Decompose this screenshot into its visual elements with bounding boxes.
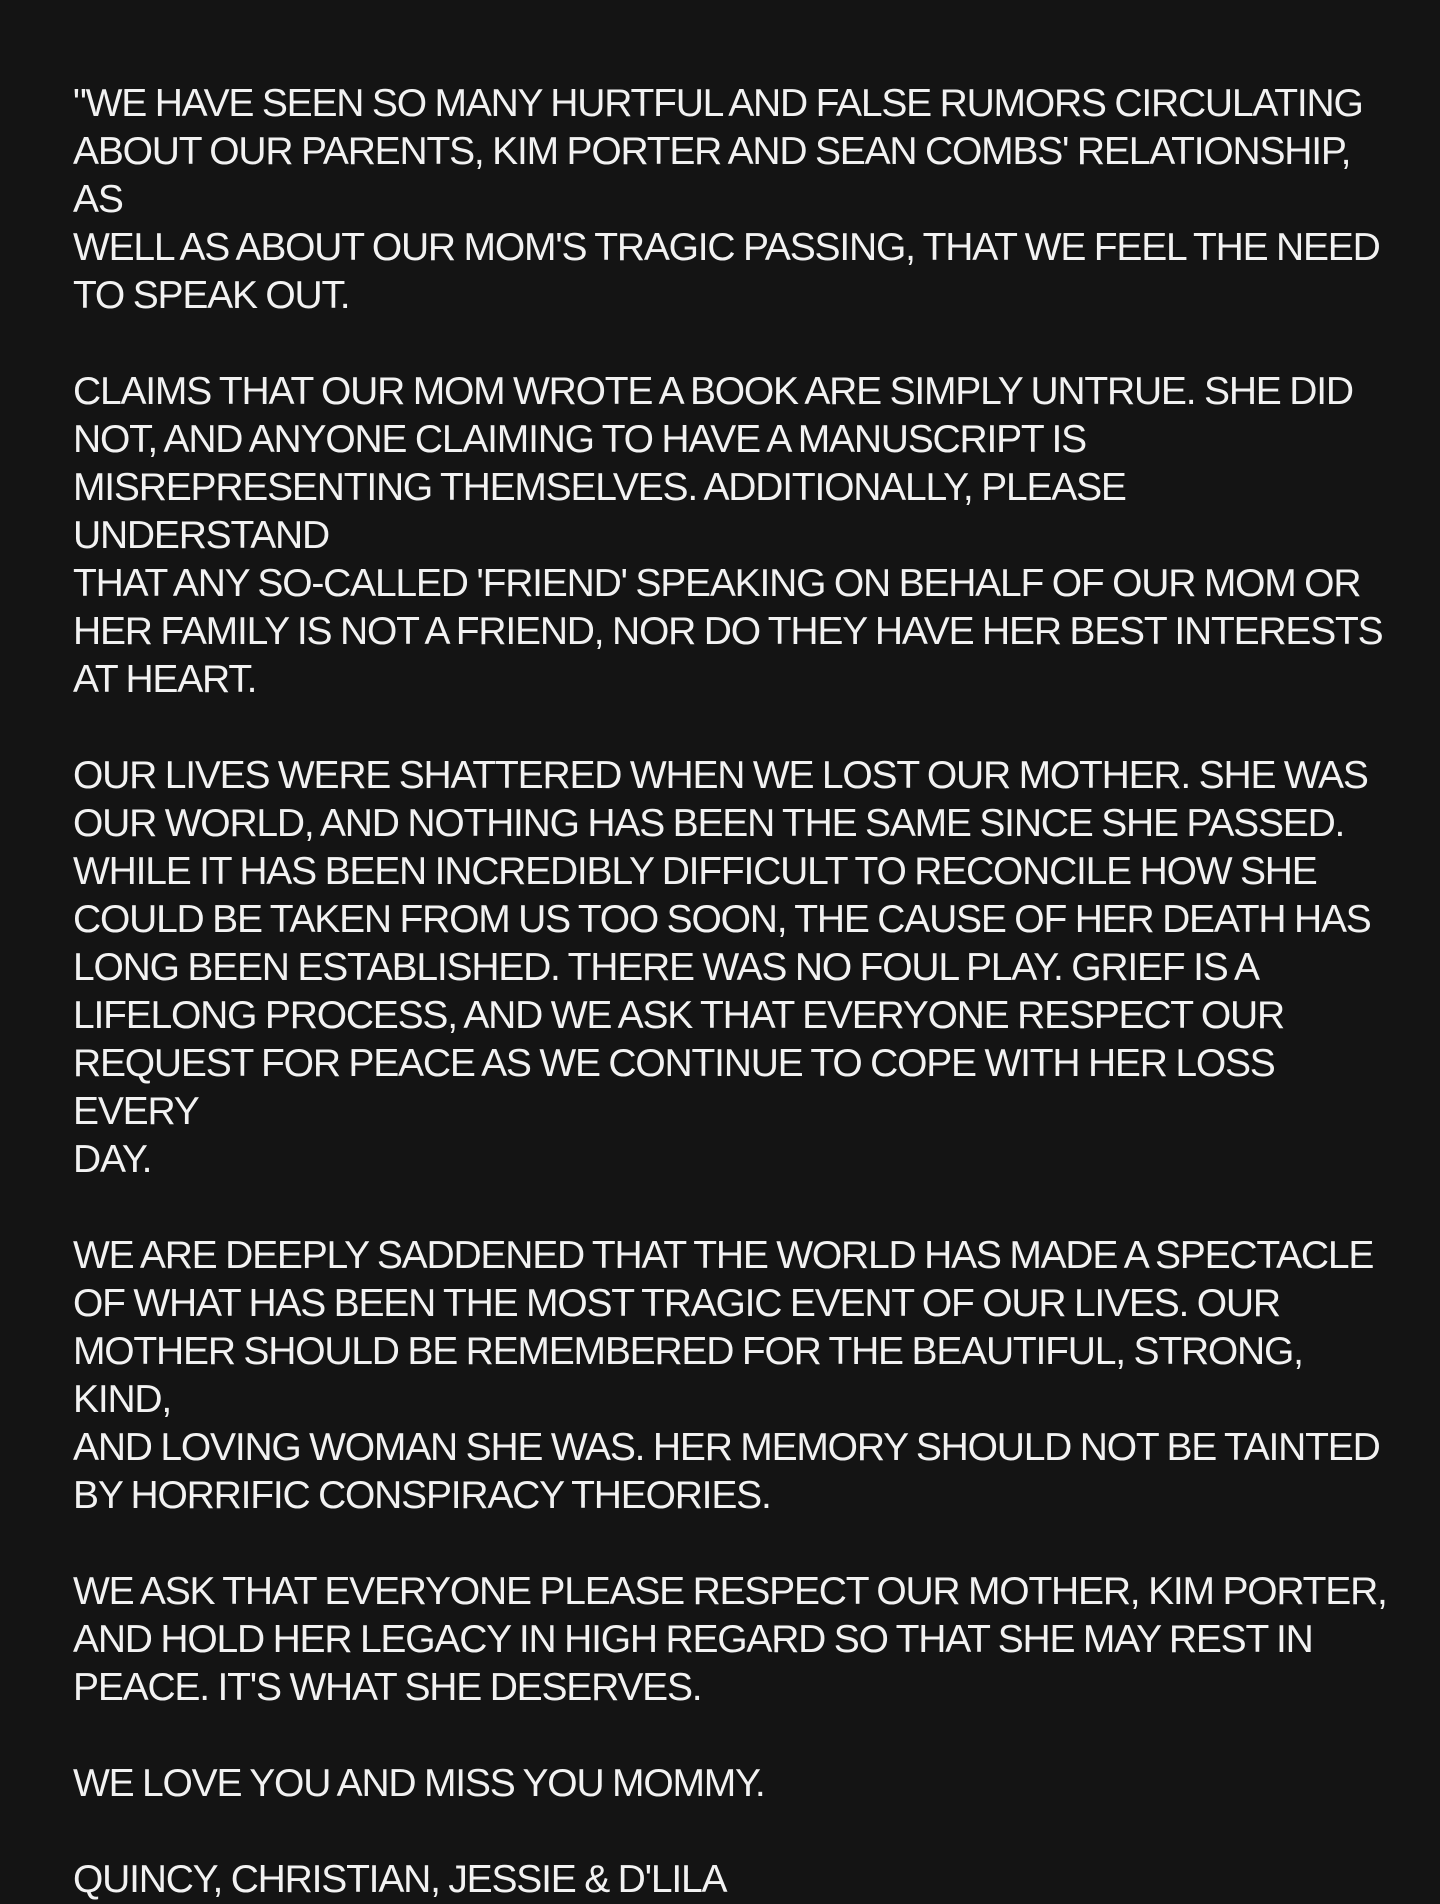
- paragraph-loss: OUR LIVES WERE SHATTERED WHEN WE LOST OUR MOTHER. SHE WAS OUR WORLD, AND NOTHING HAS BEEN THE SAME SINCE SHE PASSED. WHILE IT HAS BEEN INCREDIBLY DIFFICULT TO RECONCILE HOW SHE COULD BE TAKEN FROM US TOO SOON, THE CAUSE OF HER DEATH HAS LONG BEEN ESTABLISHED. THERE WAS NO FOUL PLAY. GRIEF IS A LIFELONG PROCESS, AND WE ASK THAT EVERYONE RESPECT OUR REQUEST FOR PEACE AS WE CONTINUE TO COPE WITH HER LOSS EVERY DAY.: [73, 754, 1371, 1181]
- paragraph-rumors: "WE HAVE SEEN SO MANY HURTFUL AND FALSE RUMORS CIRCULATING ABOUT OUR PARENTS, KIM PORTER AND SEAN COMBS' RELATIONSHIP, AS WELL AS ABOUT OUR MOM'S TRAGIC PASSING, THAT WE FEEL THE NEED TO SPEAK OUT.: [73, 82, 1380, 317]
- signature: QUINCY, CHRISTIAN, JESSIE & D'LILA: [73, 1858, 727, 1901]
- paragraph-respect-request: WE ASK THAT EVERYONE PLEASE RESPECT OUR MOTHER, KIM PORTER, AND HOLD HER LEGACY IN HIGH REGARD SO THAT SHE MAY REST IN PEACE. IT'S WHAT SHE DESERVES.: [73, 1570, 1387, 1709]
- paragraph-book-claims: CLAIMS THAT OUR MOM WROTE A BOOK ARE SIMPLY UNTRUE. SHE DID NOT, AND ANYONE CLAIMING TO HAVE A MANUSCRIPT IS MISREPRESENTING THEMSELVES. ADDITIONALLY, PLEASE UNDERSTAND THAT ANY SO-CALLED 'FRIEND' SPEAKING ON BEHALF OF OUR MOM OR HER FAMILY IS NOT A FRIEND, NOR DO THEY HAVE HER BEST INTERESTS AT HEART.: [73, 370, 1383, 701]
- paragraph-love-message: WE LOVE YOU AND MISS YOU MOMMY.: [73, 1762, 765, 1805]
- paragraph-spectacle: WE ARE DEEPLY SADDENED THAT THE WORLD HAS MADE A SPECTACLE OF WHAT HAS BEEN THE MOST TRAGIC EVENT OF OUR LIVES. OUR MOTHER SHOULD BE REMEMBERED FOR THE BEAUTIFUL, STRONG, KIND, AND LOVING WOMAN SHE WAS. HER MEMORY SHOULD NOT BE TAINTED BY HORRIFIC CONSPIRACY THEORIES.: [73, 1234, 1380, 1517]
